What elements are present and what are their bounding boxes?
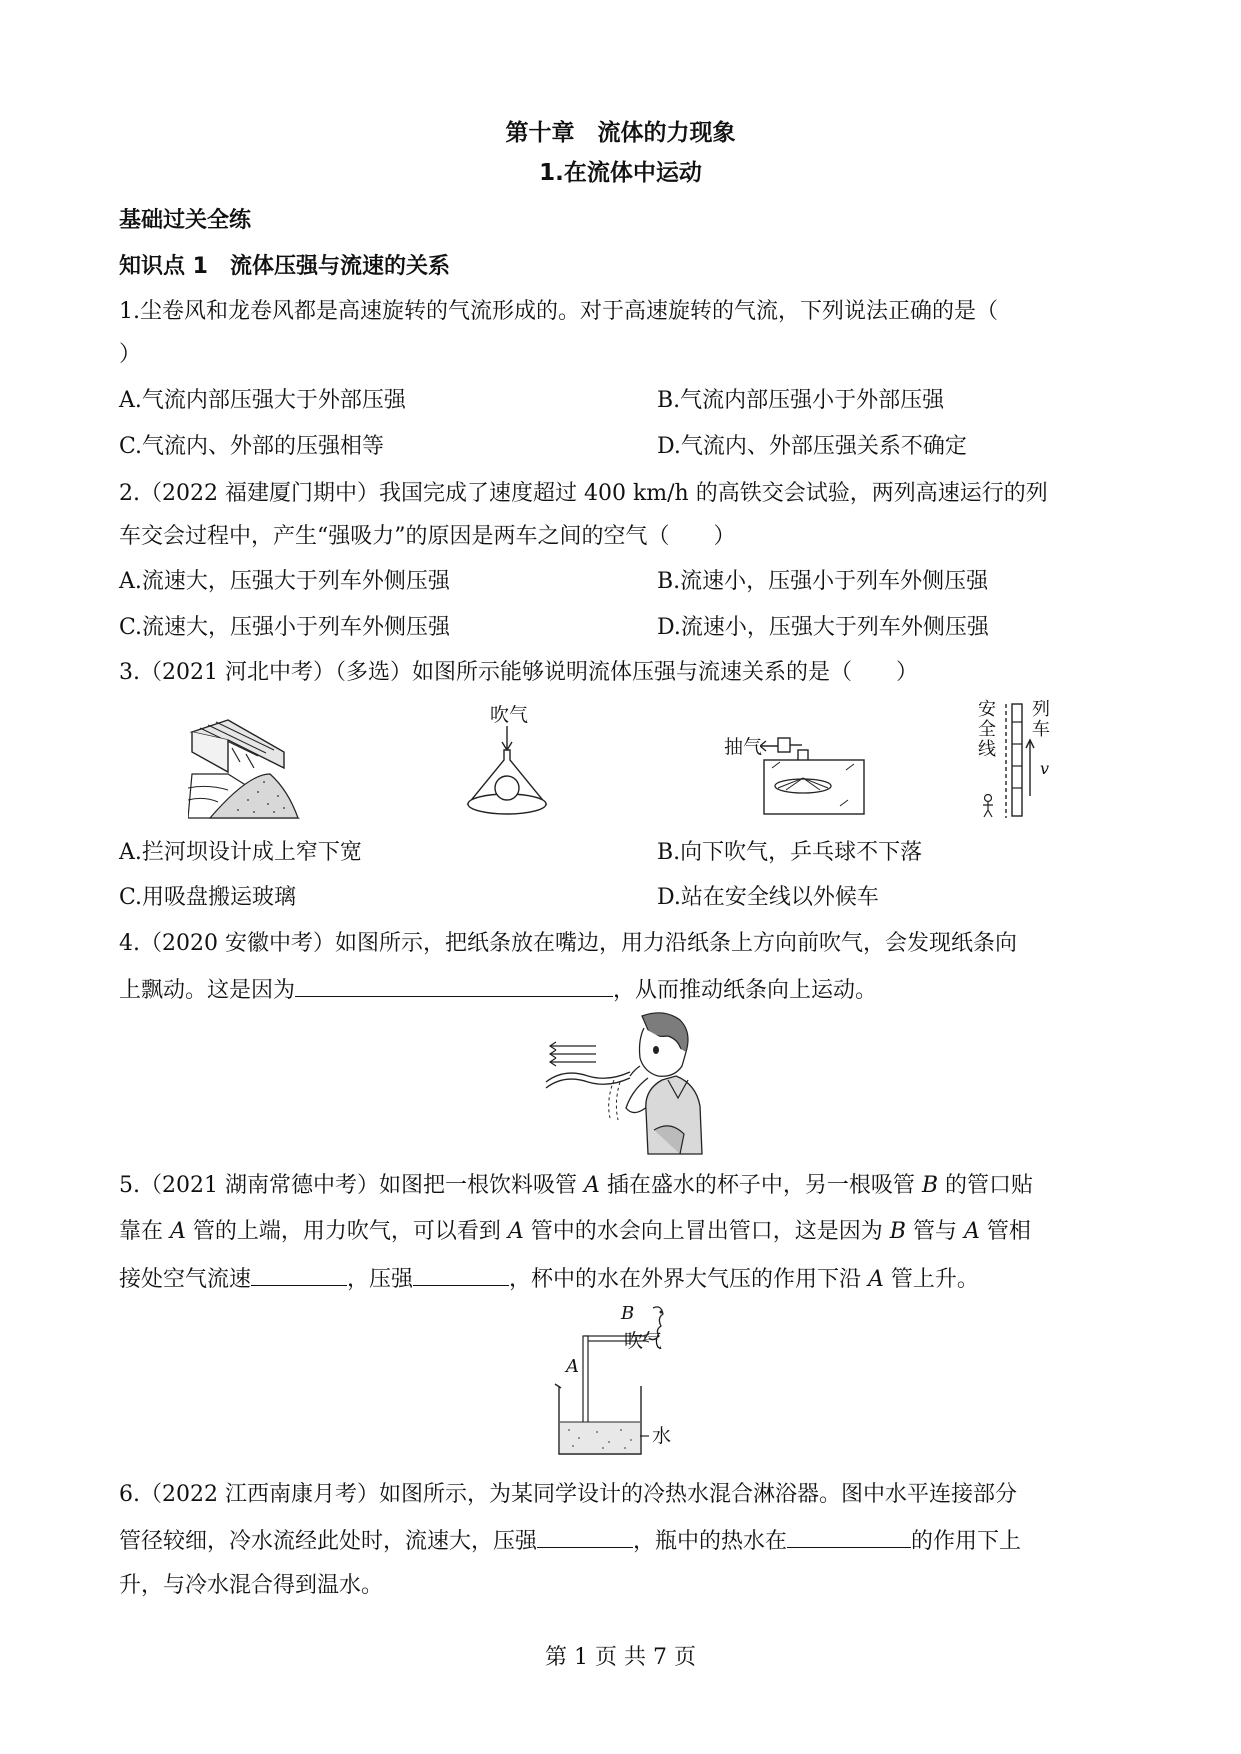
chapter-title: 第十章 流体的力现象 (505, 120, 736, 146)
q5-line1-part3: 的管口贴 (938, 1173, 1034, 1198)
q4-stem-line2 (119, 974, 1129, 1006)
q5-var-a: A (170, 1219, 186, 1244)
page-footer: 第 1 页 共 7 页 (545, 1645, 696, 1670)
fig-d-label-train: 列车 (1032, 699, 1050, 740)
q5-line2-part5: 管相 (979, 1219, 1031, 1244)
q1-option-c: C.气流内、外部的压强相等 (119, 434, 385, 459)
q5-fig-label-blow: 吹气 (624, 1330, 663, 1352)
q1-stem-line1: 1.尘卷风和龙卷风都是高速旋转的气流形成的。对于高速旋转的气流，下列说法正确的是（ (119, 299, 998, 324)
q5-stem-line2 (119, 1217, 1129, 1247)
q5-line1-part1: 5.（2021 湖南常德中考）如图把一根饮料吸管 (119, 1173, 584, 1198)
fig-c-label: 抽气 (724, 736, 763, 758)
q5-var-a: A (868, 1267, 884, 1292)
q4-stem-part2: ，从而推动纸条向上运动。 (613, 978, 878, 1003)
q6-line2-part2: ，瓶中的热水在 (633, 1529, 788, 1554)
q5-var-a: A (963, 1219, 980, 1244)
q5-line3-part3: ，杯中的水在外界大气压的作用下沿 (509, 1267, 869, 1292)
q5-stem-line3 (119, 1263, 1129, 1295)
q5-blank-flow-speed[interactable] (251, 1263, 347, 1286)
q5-line3-part4: 管上升。 (883, 1267, 979, 1292)
q5-var-a: A (583, 1173, 600, 1198)
q5-var-b: B (889, 1219, 906, 1244)
fig-d-label-velocity: v (1040, 759, 1050, 778)
q3-stem: 3.（2021 河北中考）（多选）如图所示能够说明流体压强与流速关系的是（ ） (119, 660, 918, 685)
q5-blank-pressure[interactable] (413, 1263, 509, 1286)
q1-option-a: A.气流内部压强大于外部压强 (119, 388, 406, 413)
q1-option-b: B.气流内部压强小于外部压强 (657, 388, 945, 413)
q5-line1-part2: 插在盛水的杯子中，另一根吸管 (599, 1173, 922, 1198)
q5-stem-line1 (119, 1171, 1129, 1201)
q5-var-a: A (507, 1219, 524, 1244)
q5-line3-part1: 接处空气流速 (119, 1267, 252, 1292)
suction-cup-figure (760, 726, 870, 818)
q2-option-b: B.流速小，压强小于列车外侧压强 (657, 569, 989, 594)
q4-stem-line1: 4.（2020 安徽中考）如图所示，把纸条放在嘴边，用力沿纸条上方向前吹气，会发现纸条向 (119, 931, 1017, 956)
q2-stem-line2: 车交会过程中，产生“强吸力”的原因是两车之间的空气（ ） (119, 524, 736, 549)
section-title: 1.在流体中运动 (539, 160, 702, 186)
q6-blank-force[interactable] (787, 1525, 911, 1548)
q5-line3-part2: ，压强 (347, 1267, 414, 1292)
q4-stem-part1: 上飘动。这是因为 (119, 978, 296, 1003)
q6-stem-line1: 6.（2022 江西南康月考）如图所示，为某同学设计的冷热水混合淋浴器。图中水平连接部分 (119, 1482, 1017, 1507)
funnel-ball-figure (462, 726, 552, 820)
q5-var-b: B (921, 1173, 939, 1198)
q6-stem-line2 (119, 1525, 1129, 1557)
q5-line2-part2: 管的上端，用力吹气，可以看到 (185, 1219, 508, 1244)
q2-option-d: D.流速小，压强大于列车外侧压强 (657, 615, 989, 640)
fig-d-label-safety-line: 安全线 (978, 699, 996, 760)
part-heading: 基础过关全练 (119, 208, 252, 233)
q5-fig-label-b: B (621, 1303, 635, 1324)
q5-fig-label-water: 水 (652, 1425, 672, 1447)
q3-option-b: B.向下吹气，乒乓球不下落 (657, 840, 923, 865)
q3-option-d: D.站在安全线以外候车 (657, 885, 879, 910)
q6-line2-part3: 的作用下上 (911, 1529, 1022, 1554)
knowledge-point-heading: 知识点 1 流体压强与流速的关系 (119, 254, 450, 279)
q6-stem-line3: 升，与冷水混合得到温水。 (119, 1573, 384, 1598)
q4-answer-blank[interactable] (295, 974, 613, 997)
fig-b-label: 吹气 (490, 704, 529, 726)
boy-blowing-paper-figure (544, 1010, 704, 1156)
q5-line2-part1: 靠在 (119, 1219, 170, 1244)
q2-stem-line1: 2.（2022 福建厦门期中）我国完成了速度超过 400 km/h 的高铁交会试验，两列高速运行的列 (119, 481, 1048, 506)
dam-figure (188, 712, 300, 820)
q1-option-d: D.气流内、外部压强关系不确定 (657, 434, 967, 459)
q3-option-a: A.拦河坝设计成上窄下宽 (119, 840, 362, 865)
q3-option-c: C.用吸盘搬运玻璃 (119, 885, 297, 910)
q5-fig-label-a: A (566, 1356, 579, 1377)
q1-stem-line2: ） (119, 342, 142, 367)
q2-option-c: C.流速大，压强小于列车外侧压强 (119, 615, 451, 640)
q5-line2-part3: 管中的水会向上冒出管口，这是因为 (523, 1219, 890, 1244)
q6-line2-part1: 管径较细，冷水流经此处时，流速大，压强 (119, 1529, 538, 1554)
q2-option-a: A.流速大，压强大于列车外侧压强 (119, 569, 450, 594)
q6-blank-pressure[interactable] (537, 1525, 633, 1548)
q5-line2-part4: 管与 (905, 1219, 964, 1244)
